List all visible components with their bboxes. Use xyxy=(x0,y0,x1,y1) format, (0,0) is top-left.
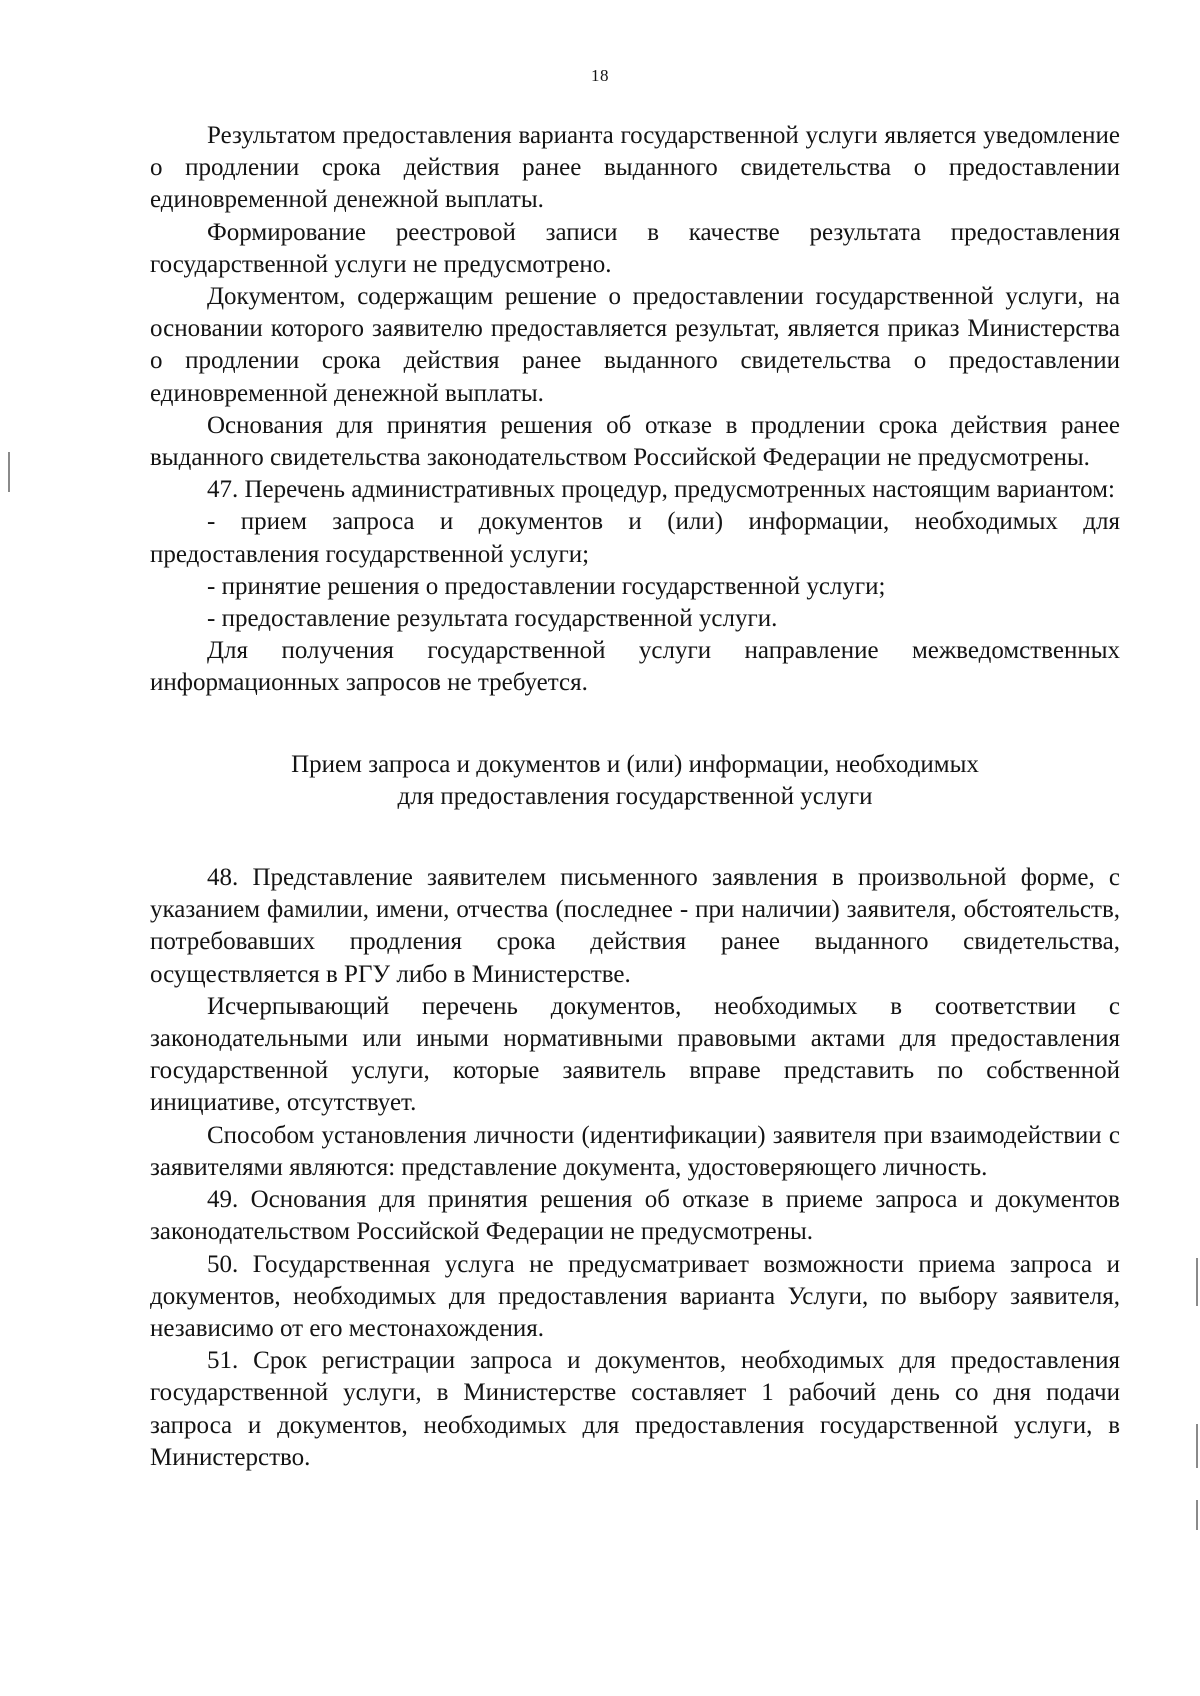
page-number: 18 xyxy=(591,66,609,85)
paragraph-interagency-requests: Для получения государственной услуги направление межведомственных информационных запросов не требуется. xyxy=(150,637,1120,697)
paragraph-50-extraterritorial: 50. Государственная услуга не предусматривает возможности приема запроса и документов, необходимых для предоставления варианта Услуги, по выбору заявителя, независимо от его местонахождения. xyxy=(150,1250,1120,1342)
paragraph-identification: Способом установления личности (идентификации) заявителя при взаимодействии с заявителями являются: представление документа, удостоверяющего личность. xyxy=(150,1121,1120,1181)
list-item-make-decision: - принятие решения о предоставлении государственной услуги; xyxy=(207,572,886,600)
paragraph-decision-document: Документом, содержащим решение о предоставлении государственной услуги, на основании которого заявителю предоставляется результат, является приказ Министерства о продлении срока действия ранее выданного свидетельства о предоставлении единовременной денежной выплаты. xyxy=(150,283,1120,407)
paragraph-49-refusal: 49. Основания для принятия решения об отказе в приеме запроса и документов законодательством Российской Федерации не предусмотрены. xyxy=(150,1186,1120,1246)
document-body xyxy=(150,120,1120,1474)
scan-edge-mark-right-1 xyxy=(1196,1258,1198,1306)
section-heading-line-1: Прием запроса и документов и (или) информации, необходимых xyxy=(291,750,979,778)
list-item-provide-result: - предоставление результата государственной услуги. xyxy=(207,605,778,633)
paragraph-registry-record: Формирование реестровой записи в качестве результата предоставления государственной услуги не предусмотрено. xyxy=(150,218,1120,278)
paragraph-48-application: 48. Представление заявителем письменного заявления в произвольной форме, с указанием фамилии, имени, отчества (последнее - при наличии) заявителя, обстоятельств, потребовавших продления срока действия ранее выданного свидетельства, осуществляется в РГУ либо в Министерстве. xyxy=(150,864,1120,988)
section-heading-line-2: для предоставления государственной услуги xyxy=(397,782,873,810)
scan-edge-mark-left xyxy=(8,452,10,492)
paragraph-refusal-grounds: Основания для принятия решения об отказе в продлении срока действия ранее выданного свидетельства законодательством Российской Федерации не предусмотрены. xyxy=(150,411,1120,472)
paragraph-51-registration-term: 51. Срок регистрации запроса и документов, необходимых для предоставления государственной услуги, в Министерстве составляет 1 рабочий день со дня подачи запроса и документов, необходимых для предоставления государственной услуги, в Министерство. xyxy=(150,1347,1120,1471)
scan-edge-mark-right-2 xyxy=(1196,1424,1198,1468)
paragraph-document-list: Исчерпывающий перечень документов, необходимых в соответствии с законодательными или иными нормативными правовыми актами для предоставления государственной услуги, которые заявитель вправе представить по собственной инициативе, отсутствует. xyxy=(150,992,1120,1117)
scan-edge-mark-right-3 xyxy=(1196,1500,1198,1530)
paragraph-result-notice: Результатом предоставления варианта государственной услуги является уведомление о продлении срока действия ранее выданного свидетельства о предоставлении единовременной денежной выплаты. xyxy=(150,122,1120,214)
section-heading xyxy=(150,749,1120,813)
paragraph-47-procedures: 47. Перечень административных процедур, предусмотренных настоящим вариантом: xyxy=(207,476,1115,504)
list-item-receive-request: - прием запроса и документов и (или) информации, необходимых для предоставления государственной услуги; xyxy=(150,508,1120,568)
